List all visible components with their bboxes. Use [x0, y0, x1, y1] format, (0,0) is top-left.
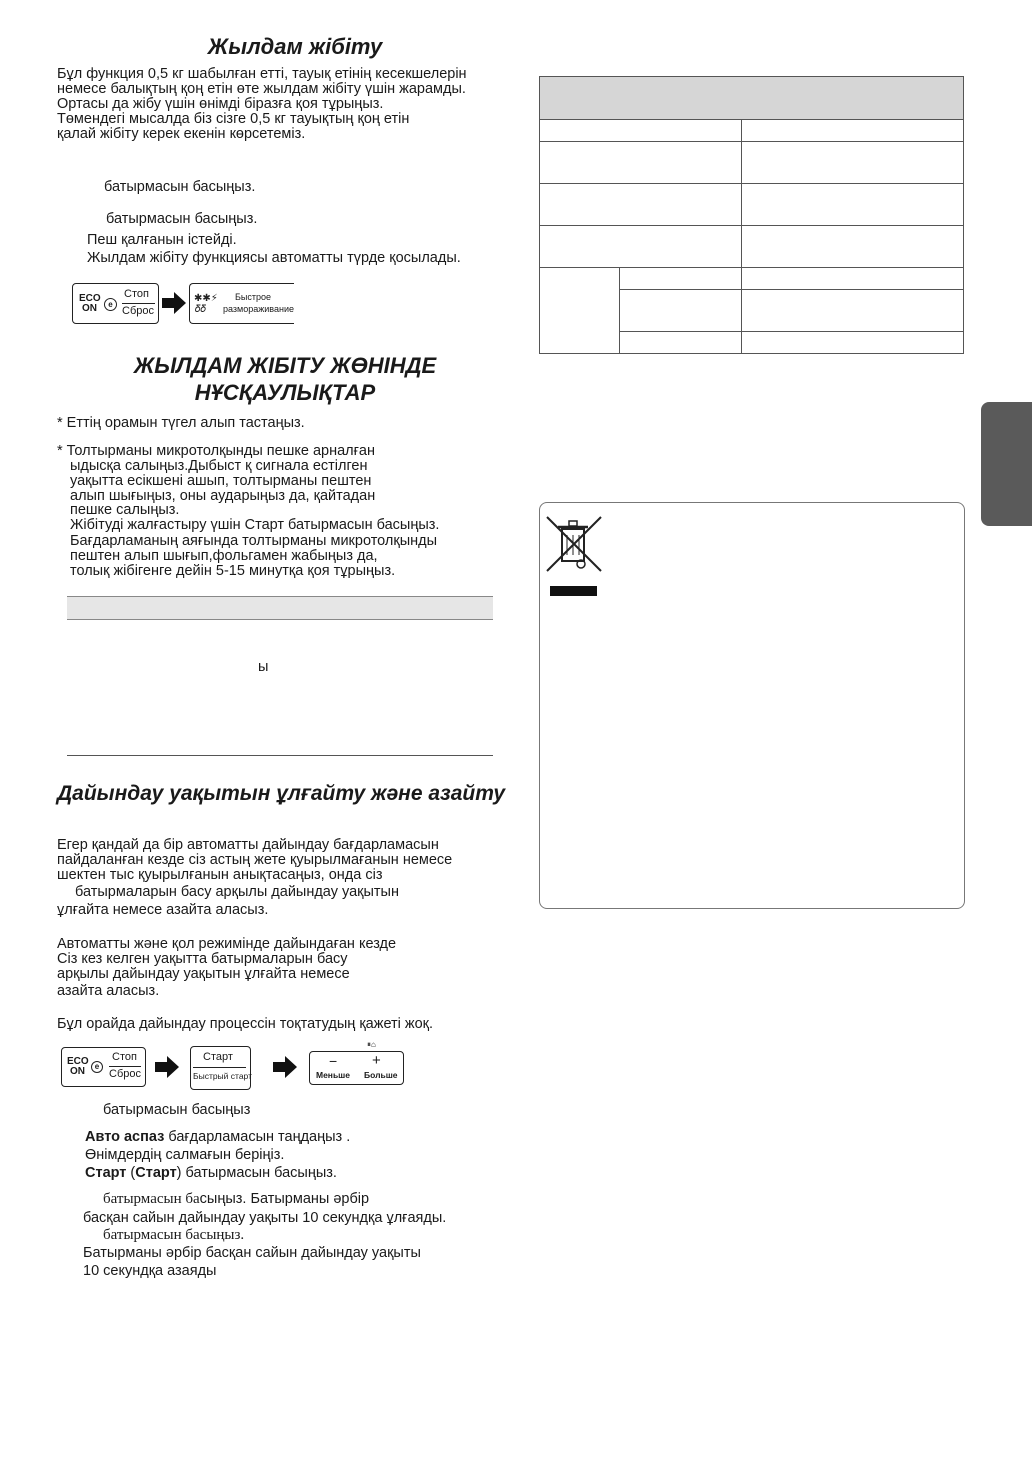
arrow-right-icon: [162, 292, 186, 314]
eco-stop-button-illustration-2: [61, 1047, 146, 1087]
table-row: [540, 226, 964, 268]
minus-icon: −: [329, 1053, 338, 1069]
table-row: [540, 184, 964, 226]
adjust-step-3: Өнімдердің салмағын беріңіз.: [85, 1147, 285, 1163]
defrost-table-bottom-rule: [67, 755, 493, 756]
reset-label-2: Сброс: [109, 1068, 141, 1080]
defrost-label-line-1: Быстрое: [235, 292, 272, 302]
less-more-button-illustration: [309, 1051, 404, 1085]
adjust-step-1: батырмасын басыңыз: [103, 1102, 251, 1118]
defrost-label-line-2: размораживание: [223, 304, 294, 314]
instruction-bullet-2-line-1: * Толтырманы микротолқынды пешке арналған: [57, 443, 375, 459]
adjust-para2-line-4: азайта аласыз.: [57, 983, 160, 999]
right-spec-table: [539, 76, 964, 354]
adjust-para1-line-5: ұлғайта немесе азайта аласыз.: [57, 902, 269, 918]
defrost-table-header: [67, 596, 493, 620]
table-cell: [620, 268, 742, 290]
instruction-bullet-1: * Еттің орамын түгел алып тастаңыз.: [57, 415, 305, 431]
table-cell: [540, 184, 742, 226]
table-cell: [620, 290, 742, 332]
divider-3: [193, 1067, 246, 1068]
intro-line-3: Ортасы да жібу үшін өнімді біразға қоя тұрыңыз.: [57, 96, 384, 112]
table-row: [540, 120, 964, 142]
table-cell: [742, 268, 964, 290]
table-cell: [540, 142, 742, 184]
intro-line-4: Төмендегі мысалда біз сізге 0,5 кг тауықтың қоң етін: [57, 111, 410, 127]
table-cell: [540, 226, 742, 268]
table-header-cell: [540, 77, 964, 120]
adjust-para2-line-3: арқылы дайындау уақытын ұлғайта немесе: [57, 966, 350, 982]
instruction-bullet-2-line-6: Жібітуді жалғастыру үшін Старт батырмасын басыңыз.: [70, 517, 440, 533]
instruction-bullet-2-line-8: пештен алып шығып,фольгамен жабыңыз да,: [70, 548, 378, 564]
instruction-bullet-2-line-9: толық жібігенге дейін 5-15 минутқа қоя тұрыңыз.: [70, 563, 396, 579]
instruction-bullet-2-line-4: алып шығыңыз, оны аударыңыз да, қайтадан: [70, 488, 376, 504]
side-section-tab: [981, 402, 1032, 526]
adjust-step-2: [85, 1130, 350, 1145]
start-bold-2: Старт: [135, 1165, 177, 1181]
section-title-quick-defrost: Жылдам жібіту: [207, 34, 383, 59]
table-cell: [742, 290, 964, 332]
start-button-illustration: [190, 1046, 251, 1090]
table-cell: [742, 332, 964, 354]
divider-2: [109, 1066, 141, 1067]
adjust-para2-line-2: Сіз кез келген уақытта батырмаларын басу: [57, 951, 348, 967]
divider: [122, 303, 155, 304]
table-row: [540, 77, 964, 120]
eco-leaf-icon-2: e: [91, 1061, 103, 1073]
table-cell: [742, 142, 964, 184]
start-bold-1: Старт: [85, 1165, 127, 1181]
eco-label: ECO: [79, 293, 101, 304]
intro-line-1: Бұл функция 0,5 кг шабылған етті, тауық етінің кесекшелерін: [57, 66, 467, 82]
adjust-para1-line-4: батырмаларын басу арқылы дайындау уақытын: [75, 884, 399, 900]
plus-icon: +: [372, 1052, 381, 1069]
table-cell: [540, 120, 742, 142]
adjust-step-5-b: сыңыз.: [199, 1191, 247, 1207]
reset-label: Сброс: [122, 305, 154, 317]
arrow-right-icon: [155, 1056, 179, 1078]
adjust-para2-line-1: Автоматты және қол режимінде дайындаған кезде: [57, 936, 397, 952]
section-title-instructions: [80, 352, 490, 406]
table-cell: [620, 332, 742, 354]
adjust-para3: Бұл орайда дайындау процессін тоқтатудың қажеті жоқ.: [57, 1016, 434, 1032]
defrost-step-4: Жылдам жібіту функциясы автоматты түрде қосылады.: [87, 250, 461, 266]
defrost-table-cell: ы: [258, 659, 269, 675]
adjust-para1-line-1: Егер қандай да бір автоматты дайындау бағдарламасын: [57, 837, 439, 853]
svg-text:✱✱⚡: ✱✱⚡: [194, 293, 218, 304]
adjust-para1-line-2: пайдаланған кезде сіз астың жете қуырылмағанын немесе: [57, 852, 453, 868]
instruction-bullet-2-line-7: Бағдарламаның аяғында толтырманы микротолқынды: [70, 533, 438, 549]
eco-label-2: ECO: [67, 1056, 89, 1067]
intro-line-5: қалай жібіту керек екенін көрсетеміз.: [57, 126, 306, 142]
table-cell: [742, 226, 964, 268]
on-label-2: ON: [70, 1066, 85, 1077]
adjust-step-6: батырмасын басыңыз.: [103, 1227, 245, 1243]
instruction-bullet-2-line-3: уақытта есікшені ашып, толтырманы пештен: [70, 473, 372, 489]
disposal-info-box: [539, 502, 965, 909]
eco-stop-button-illustration: [72, 283, 159, 324]
adjust-step-8: 10 секундқа азаяды: [83, 1263, 217, 1279]
crossed-bin-icon: [545, 515, 603, 577]
eco-leaf-icon: e: [104, 298, 117, 311]
adjust-step-7: Батырманы әрбір басқан сайын дайындау уақыты: [83, 1245, 421, 1261]
stop-label: Стоп: [124, 288, 149, 300]
instructions-title-line-2: НҰСҚАУЛЫҚТАР: [194, 380, 376, 405]
defrost-step-1: батырмасын басыңыз.: [104, 179, 256, 195]
adjust-icon: ⏸⌂: [367, 1040, 376, 1049]
section-title-time-adjust: Дайындау уақытын ұлғайту және азайту: [57, 782, 506, 805]
intro-line-2: немесе балықтың қоң етін өте жылдам жібіту үшін жарамды.: [57, 81, 466, 97]
table-row: [540, 142, 964, 184]
adjust-step-5-a: батырмасын ба: [103, 1191, 200, 1207]
table-cell: [540, 268, 620, 354]
defrost-icon: [194, 292, 218, 314]
arrow-right-icon: [273, 1056, 297, 1078]
adjust-step-5-c: Батырманы әрбір: [250, 1191, 370, 1207]
quick-defrost-button-illustration: [189, 283, 294, 324]
weee-bar: [550, 586, 597, 596]
defrost-step-3: Пеш қалғанын істейді.: [87, 232, 237, 248]
defrost-step-2: батырмасын басыңыз.: [106, 211, 258, 227]
less-label: Меньше: [316, 1070, 350, 1080]
table-cell: [742, 184, 964, 226]
adjust-step-4-paren: (: [126, 1165, 136, 1181]
instruction-bullet-2-line-2: ыдысқа салыңыз.Дыбыст қ сигнала естілген: [70, 458, 368, 474]
adjust-step-4-rest: ) батырмасын басыңыз.: [176, 1165, 337, 1181]
adjust-step-5: [103, 1192, 369, 1207]
table-cell: [742, 120, 964, 142]
adjust-step-5-line-2: басқан сайын дайындау уақыты 10 секундқа ұлғаяды.: [83, 1210, 447, 1226]
more-label: Больше: [364, 1070, 398, 1080]
on-label: ON: [82, 303, 97, 314]
quick-start-label: Быстрый старт: [193, 1071, 252, 1081]
instructions-title-line-1: ЖЫЛДАМ ЖІБІТУ ЖӨНІНДЕ: [133, 353, 437, 378]
start-label: Старт: [203, 1051, 233, 1063]
svg-text:𝛿𝛿: 𝛿𝛿: [195, 304, 207, 314]
table-row: [540, 268, 964, 290]
stop-label-2: Стоп: [112, 1051, 137, 1063]
adjust-step-2-rest: бағдарламасын таңдаңыз .: [164, 1129, 351, 1145]
instruction-bullet-2-line-5: пешке салыңыз.: [70, 502, 180, 518]
adjust-para1-line-3: шектен тыс қуырылғанын анықтасаңыз, онда сіз: [57, 867, 383, 883]
auto-cook-label: Авто аспаз: [85, 1129, 165, 1145]
adjust-step-4: [85, 1166, 337, 1181]
